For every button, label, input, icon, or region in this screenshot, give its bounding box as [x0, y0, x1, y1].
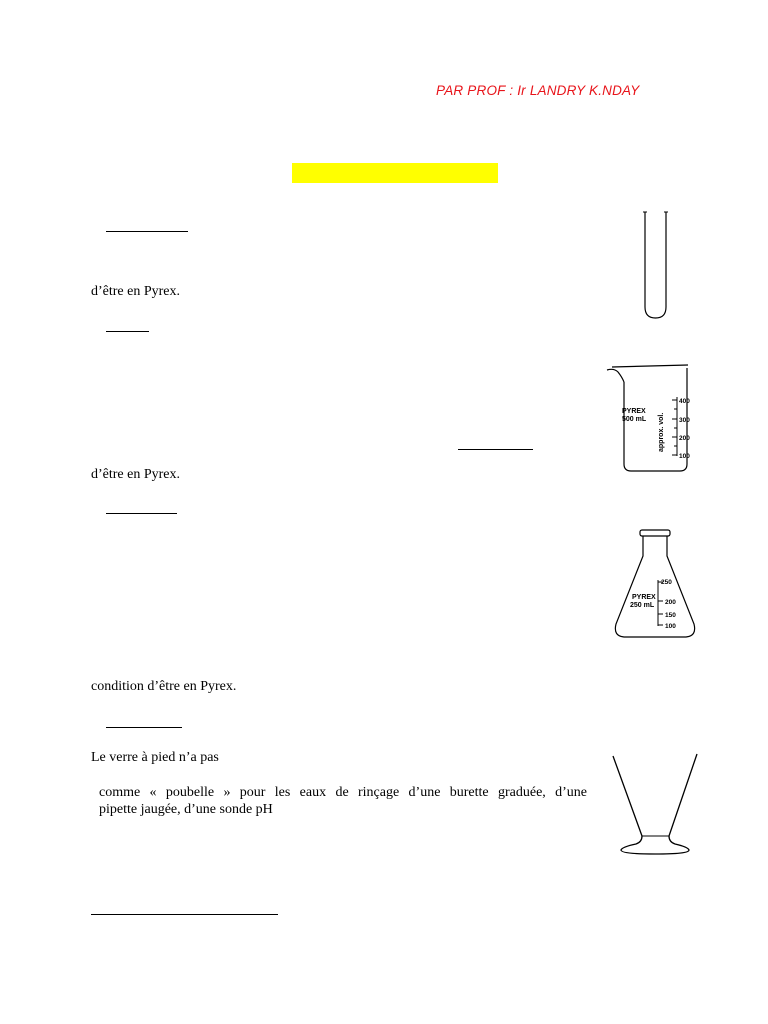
- heading-underline-3: [106, 513, 177, 514]
- paragraph-line: pipette jaugée, d’une sonde pH: [99, 802, 273, 817]
- pyrex-note-1: d’être en Pyrex.: [91, 284, 181, 299]
- test-tube-illustration: [636, 206, 676, 324]
- heading-underline-4: [106, 727, 182, 728]
- pyrex-note-2: d’être en Pyrex.: [91, 467, 181, 482]
- title-highlight: [292, 163, 498, 183]
- pyrex-note-3: condition d’être en Pyrex.: [91, 679, 237, 694]
- flask-capacity-label: 250 mL: [630, 602, 655, 609]
- author-credit: PAR PROF : Ir LANDRY K.NDAY: [436, 83, 640, 98]
- beaker-axis-label: approx. vol.: [658, 412, 665, 452]
- flask-tick-label: 100: [665, 623, 676, 630]
- beaker-tick-label: 100: [679, 453, 690, 460]
- body-paragraph: [99, 784, 587, 818]
- verre-a-pied-text: Le verre à pied n’a pas: [91, 750, 219, 765]
- flask-tick-label: 200: [665, 599, 676, 606]
- stemmed-glass-illustration: [608, 750, 698, 860]
- erlenmeyer-flask-illustration: [610, 526, 702, 642]
- beaker-tick-label: 400: [679, 398, 690, 405]
- heading-underline-1: [106, 231, 188, 232]
- beaker-illustration: [604, 360, 696, 476]
- inline-underline-2: [458, 449, 533, 450]
- paragraph-line: comme « poubelle » pour les eaux de rinçage d’une burette graduée, d’une: [99, 785, 587, 800]
- flask-brand-label: PYREX: [632, 594, 656, 601]
- beaker-brand-label: PYREX: [622, 408, 646, 415]
- beaker-capacity-label: 500 mL: [622, 416, 647, 423]
- section-divider-line: [91, 914, 278, 915]
- flask-tick-label: 150: [665, 612, 676, 619]
- beaker-tick-label: 200: [679, 435, 690, 442]
- flask-tick-label: 250: [661, 579, 672, 586]
- heading-underline-2: [106, 331, 149, 332]
- beaker-tick-label: 300: [679, 417, 690, 424]
